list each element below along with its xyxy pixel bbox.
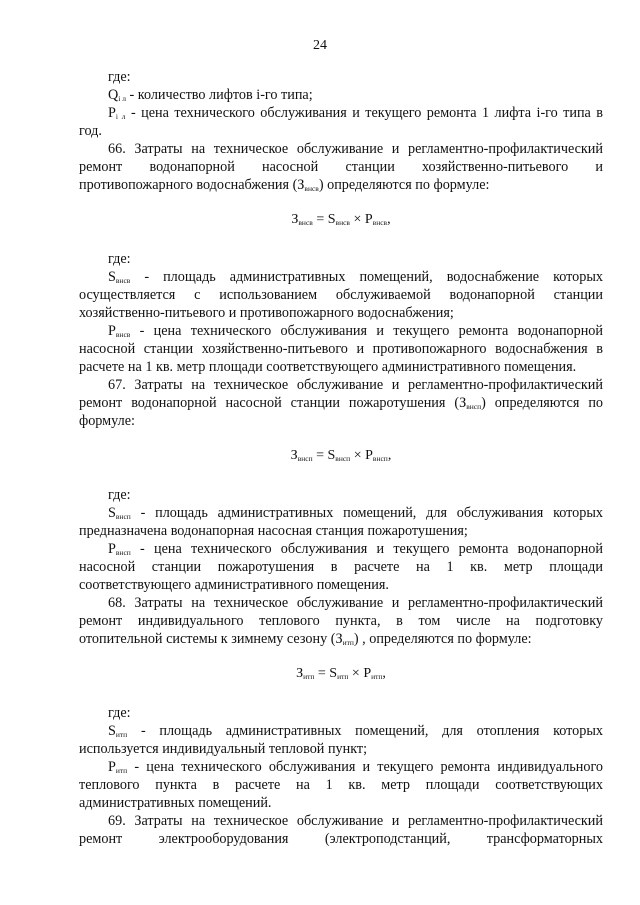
item-67-line3: формуле: xyxy=(79,413,135,429)
def-q-lifts: $Q_{i л}$ - количество лифтов i-го типа; xyxy=(108,87,313,103)
def-p-67-cont: насосной станции пожаротушения в расчете на 1 кв. метр площади xyxy=(79,559,603,575)
formula-68: $З_{итп} = S_{итп} \times P_{итп}$, xyxy=(296,666,386,681)
where-label: где: xyxy=(108,69,131,85)
def-s-67: $S_{внсп}$ - площадь административных помещений, для обслуживания которых xyxy=(108,505,603,521)
document-body xyxy=(79,68,603,848)
def-s-66-cont: осуществляется с использованием обслуживаемой водонапорной станции xyxy=(79,287,603,303)
item-69-line1: 69. Затраты на техническое обслуживание и регламентно-профилактический xyxy=(108,813,603,829)
def-p-66-cont: насосной станции хозяйственно-питьевого и противопожарного водоснабжения в xyxy=(79,341,603,357)
item-69-line2: ремонт электрооборудования (электроподстанций, трансформаторных xyxy=(79,831,603,847)
item-67-line2: ремонт водонапорной насосной станции пожаротушения $(З_{внсп})$ определяются по xyxy=(79,395,604,411)
item-67-line1: 67. Затраты на техническое обслуживание и регламентно-профилактический xyxy=(108,377,603,393)
def-p-lifts-cont: год. xyxy=(79,123,102,139)
def-s-68: $S_{итп}$ - площадь административных помещений, для отопления которых xyxy=(108,723,603,739)
def-p-67-cont2: соответствующего административного помещения. xyxy=(79,577,389,593)
where-label: где: xyxy=(108,251,131,267)
def-p-68: $P_{итп}$ - цена технического обслуживания и текущего ремонта индивидуального xyxy=(108,759,604,775)
def-s-66-cont2: хозяйственно-питьевого и противопожарного водоснабжения; xyxy=(79,305,454,321)
item-66-line1: 66. Затраты на техническое обслуживание и регламентно-профилактический xyxy=(108,141,603,157)
item-68-line2: ремонт индивидуального теплового пункта, в том числе на подготовку xyxy=(79,613,603,629)
def-p-67: $P_{внсп}$ - цена технического обслуживания и текущего ремонта водонапорной xyxy=(108,541,603,557)
def-p-68-cont: теплового пункта в расчете на 1 кв. метр площади соответствующих xyxy=(79,777,603,793)
def-s-66: $S_{внсв}$ - площадь административных помещений, водоснабжение которых xyxy=(108,269,603,285)
page-number: 24 xyxy=(313,38,327,53)
def-s-68-cont: используется индивидуальный тепловой пункт; xyxy=(79,741,368,757)
formula-66: $З_{внсв} = S_{внсв} \times P_{внсв}$, xyxy=(291,212,391,227)
item-68-line3: отопительной системы к зимнему сезону $(З_{итп})$ , определяются по формуле: xyxy=(79,631,532,647)
def-p-66-cont2: расчете на 1 кв. метр площади соответствующего административного помещения. xyxy=(79,359,577,375)
def-p-66: $P_{внсв}$ - цена технического обслуживания и текущего ремонта водонапорной xyxy=(108,323,603,339)
where-label: где: xyxy=(108,705,131,721)
item-68-line1: 68. Затраты на техническое обслуживание и регламентно-профилактический xyxy=(108,595,603,611)
item-66-line3: противопожарного водоснабжения $(З_{внсв})$ определяются по формуле: xyxy=(79,177,490,193)
item-66-line2: ремонт водонапорной насосной станции хозяйственно-питьевого и xyxy=(79,159,603,175)
def-p-lifts: $P_{i л}$ - цена технического обслуживания и текущего ремонта 1 лифта i-го типа в xyxy=(108,105,603,121)
where-label: где: xyxy=(108,487,131,503)
def-p-68-cont2: административных помещений. xyxy=(79,795,272,811)
def-s-67-cont: предназначена водонапорная насосная станция пожаротушения; xyxy=(79,523,468,539)
formula-67: $З_{внсп} = S_{внсп} \times P_{внсп}$, xyxy=(290,448,392,463)
